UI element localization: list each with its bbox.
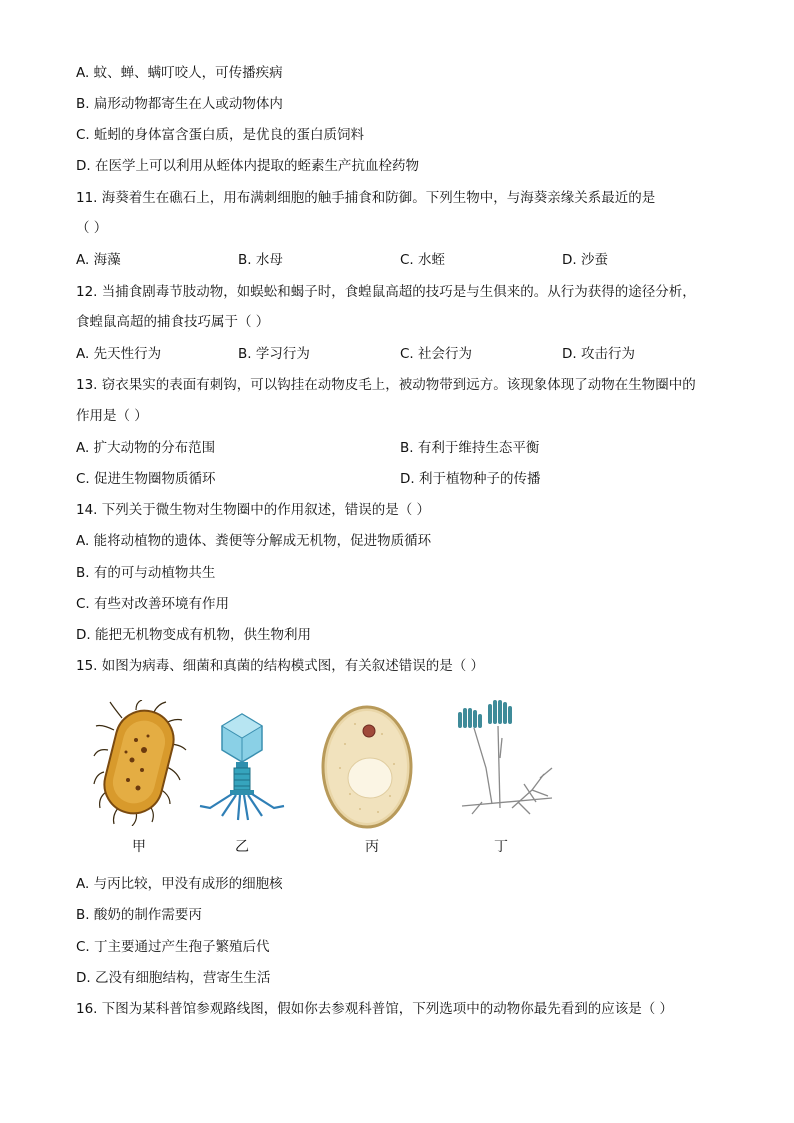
- figure-caption-jia: 甲: [132, 839, 146, 855]
- q14-option-b: B. 有的可与动植物共生: [76, 565, 216, 581]
- q15-option-b: B. 酸奶的制作需要丙: [76, 907, 202, 923]
- q10-option-b: B. 扁形动物都寄生在人或动物体内: [76, 96, 283, 112]
- q10-option-a: A. 蚊、蝉、螨叮咬人，可传播疾病: [76, 65, 283, 81]
- q12-option-a: A. 先天性行为: [76, 346, 162, 362]
- q13-option-b: B. 有利于维持生态平衡: [400, 440, 540, 456]
- q13-option-c: C. 促进生物圈物质循环: [76, 471, 216, 487]
- q11-option-a: A. 海藻: [76, 252, 121, 268]
- yeast-cell-figure: [320, 704, 414, 830]
- q10-option-c: C. 蚯蚓的身体富含蛋白质，是优良的蛋白质饲料: [76, 127, 365, 143]
- figure-caption-ding: 丁: [494, 839, 508, 855]
- q14-option-a: A. 能将动植物的遗体、粪便等分解成无机物，促进物质循环: [76, 533, 432, 549]
- q15-option-d: D. 乙没有细胞结构，营寄生生活: [76, 970, 271, 986]
- bacterium-figure: [92, 700, 188, 826]
- q14-stem: 14. 下列关于微生物对生物圈中的作用叙述，错误的是（ ）: [76, 502, 431, 518]
- figure-caption-yi: 乙: [235, 839, 249, 855]
- q11-stem-line1: 11. 海葵着生在礁石上，用布满刺细胞的触手捕食和防御。下列生物中，与海葵亲缘关系最近的是: [76, 190, 656, 206]
- figure-caption-bing: 丙: [365, 839, 379, 855]
- q13-stem-line1: 13. 窃衣果实的表面有刺钩，可以钩挂在动物皮毛上，被动物带到远方。该现象体现了动物在生物圈中的: [76, 377, 696, 393]
- q11-option-d: D. 沙蚕: [562, 252, 608, 268]
- q15-stem: 15. 如图为病毒、细菌和真菌的结构模式图，有关叙述错误的是（ ）: [76, 658, 485, 674]
- q10-option-d: D. 在医学上可以利用从蛭体内提取的蛭素生产抗血栓药物: [76, 158, 419, 174]
- q13-option-a: A. 扩大动物的分布范围: [76, 440, 216, 456]
- q11-option-c: C. 水蛭: [400, 252, 446, 268]
- q12-option-c: C. 社会行为: [400, 346, 473, 362]
- q12-stem-line1: 12. 当捕食剧毒节肢动物，如蜈蚣和蝎子时，食蝗鼠高超的技巧是与生俱来的。从行为获得的途径分析，: [76, 284, 696, 300]
- q15-option-c: C. 丁主要通过产生孢子繁殖后代: [76, 939, 270, 955]
- mold-figure: [452, 698, 560, 816]
- virus-figure: [196, 712, 288, 822]
- q16-stem: 16. 下图为某科普馆参观路线图，假如你去参观科普馆，下列选项中的动物你最先看到的应该是（ ）: [76, 1001, 674, 1017]
- q14-option-d: D. 能把无机物变成有机物，供生物利用: [76, 627, 311, 643]
- q12-stem-line2: 食蝗鼠高超的捕食技巧属于（ ）: [76, 314, 270, 330]
- q12-option-d: D. 攻击行为: [562, 346, 635, 362]
- q11-option-b: B. 水母: [238, 252, 283, 268]
- q13-option-d: D. 利于植物种子的传播: [400, 471, 541, 487]
- q15-option-a: A. 与丙比较，甲没有成形的细胞核: [76, 876, 283, 892]
- q11-stem-line2: （ ）: [76, 220, 108, 236]
- q12-option-b: B. 学习行为: [238, 346, 310, 362]
- q13-stem-line2: 作用是（ ）: [76, 408, 148, 424]
- q14-option-c: C. 有些对改善环境有作用: [76, 596, 230, 612]
